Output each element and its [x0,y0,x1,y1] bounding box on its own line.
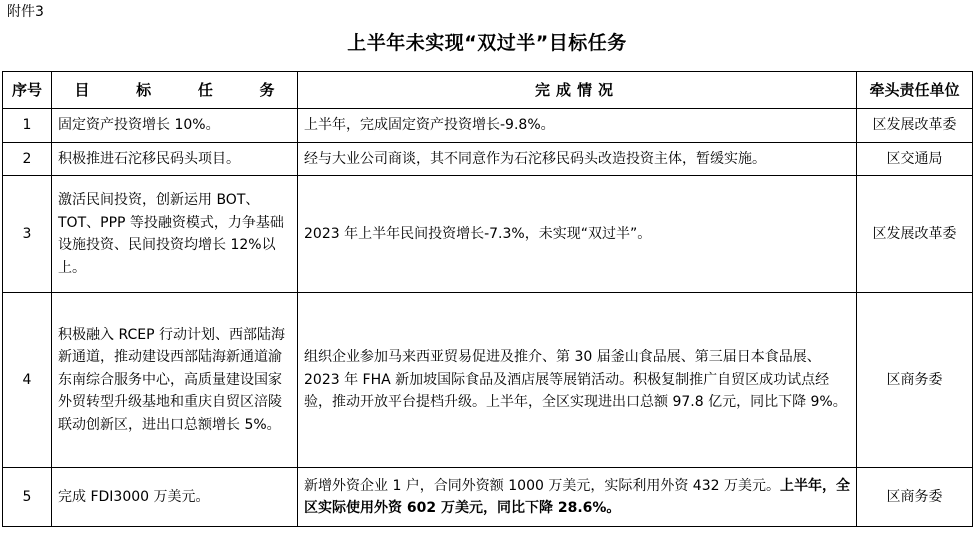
row-status [298,468,857,527]
table-row [3,109,973,143]
attachment-label: 附件3 [7,4,44,20]
row-status-text: 新增外资企业 1 户，合同外资额 1000 万美元，实际利用外资 432 万美元。 [304,477,780,494]
row-number: 5 [3,468,52,527]
row-unit: 区商务委 [857,468,973,527]
row-number: 3 [3,176,52,293]
row-target: 积极推进石沱移民码头项目。 [52,143,298,176]
header-status: 完成情况 [298,72,857,109]
row-unit: 区交通局 [857,143,973,176]
row-status [298,293,857,468]
header-unit: 牵头责任单位 [857,72,973,109]
table-row [3,176,973,293]
table-row [3,468,973,527]
header-target-label: 目 标 任 务 [74,80,275,99]
row-status-text: 上半年，完成固定资产投资增长-9.8%。 [304,117,555,134]
row-unit: 区发展改革委 [857,176,973,293]
table-row [3,293,973,468]
row-target: 完成 FDI3000 万美元。 [52,468,298,527]
row-status-text: 组织企业参加马来西亚贸易促进及推介、第 30 届釜山食品展、第三届日本食品展、2023 年 FHA 新加坡国际食品及酒店展等展销活动。积极复制推广自贸区成功试点经验，推动开放平台提档升级。上半年，全区实现进出口总额 97.8 亿元，同比下降 9%。 [304,349,847,411]
row-unit: 区发展改革委 [857,109,973,143]
page-title: 上半年未实现“双过半”目标任务 [347,32,627,54]
row-number: 1 [3,109,52,143]
row-status-text: 2023 年上半年民间投资增长-7.3%，未实现“双过半”。 [304,225,652,242]
tasks-table [2,71,973,527]
table-header-row [3,72,973,109]
row-status [298,143,857,176]
table-row [3,143,973,176]
row-status-text: 经与大业公司商谈，其不同意作为石沱移民码头改造投资主体，暂缓实施。 [304,150,766,167]
header-no: 序号 [3,72,52,109]
row-unit: 区商务委 [857,293,973,468]
row-status [298,109,857,143]
row-number: 2 [3,143,52,176]
row-number: 4 [3,293,52,468]
row-target: 激活民间投资，创新运用 BOT、TOT、PPP 等投融资模式，力争基础设施投资、民间投资均增长 12%以上。 [52,176,298,293]
header-target [52,72,298,109]
row-target: 积极融入 RCEP 行动计划、西部陆海新通道，推动建设西部陆海新通道渝东南综合服务中心，高质量建设国家外贸转型升级基地和重庆自贸区涪陵联动创新区，进出口总额增长 5%。 [52,293,298,468]
row-target: 固定资产投资增长 10%。 [52,109,298,143]
row-status-bold: 上半年，全区实际使用外资 602 万美元，同比下降 28.6%。 [304,477,850,516]
row-status [298,176,857,293]
